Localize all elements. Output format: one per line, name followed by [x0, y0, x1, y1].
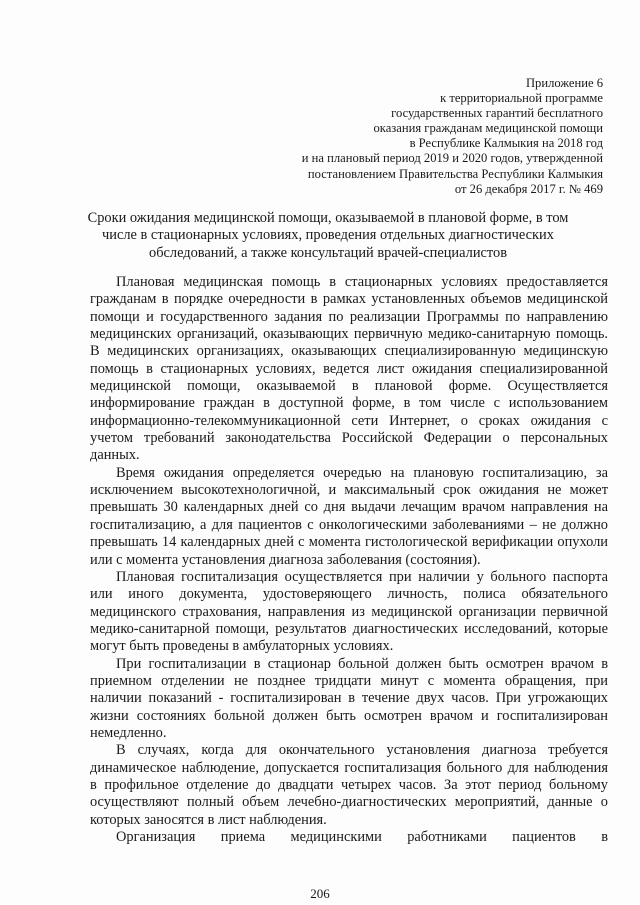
- appendix-line: государственных гарантий бесплатного: [391, 106, 603, 121]
- paragraph: Плановая медицинская помощь в стационарных условиях предоставляется гражданам в порядке очередности в рамках установленных объемов медицинской помощи и государственного задания по реализации Программы по направлению медицинских организаций, оказывающих первичную медико-санитарную помощь. В медицинских организациях, оказывающих специализированную медицинскую помощь в стационарных условиях, ведется лист ожидания специализированной медицинской помощи, оказываемой в плановой форме. Осуществляется информирование граждан в доступной форме, в том числе с использованием информационно-телекоммуникационной сети Интернет, о сроках ожидания с учетом требований законодательства Российской Федерации о персональных данных.: [90, 274, 608, 464]
- appendix-line: Приложение 6: [525, 76, 603, 90]
- appendix-line: к территориальной программе: [440, 91, 603, 106]
- paragraph: В случаях, когда для окончательного установления диагноза требуется динамическое наблюдение, допускается госпитализация больного для наблюдения в профильное отделение до двадцати четырех часов. За этот период больному осуществляют полный объем лечебно-диагностических мероприятий, данные о которых заносятся в лист наблюдения.: [90, 742, 608, 828]
- document-body: [90, 274, 608, 846]
- paragraph: При госпитализации в стационар больной должен быть осмотрен врачом в приемном отделении не позднее тридцати минут с момента обращения, при наличии показаний - госпитализирован в течение двух часов. При угрожающих жизни состояниях больной должен быть осмотрен врачом и госпитализирован немедленно.: [90, 655, 608, 741]
- appendix-line: от 26 декабря 2017 г. № 469: [454, 181, 603, 196]
- appendix-header: [263, 76, 603, 197]
- paragraph: Время ожидания определяется очередью на плановую госпитализацию, за исключением высокотехнологичной, и максимальный срок ожидания не может превышать 30 календарных дней со дня выдачи лечащим врачом направления на госпитализацию, а для пациентов с онкологическими заболеваниями – не должно превышать 14 календарных дней с момента гистологической верификации опухоли или с момента установления диагноза заболевания (состояния).: [90, 464, 608, 568]
- appendix-line: в Республике Калмыкия на 2018 год: [409, 136, 603, 151]
- appendix-line: оказания гражданам медицинской помощи: [373, 121, 603, 136]
- paragraph: Плановая госпитализация осуществляется при наличии у больного паспорта или иного документа, удостоверяющего личность, полиса обязательного медицинского страхования, направления из медицинской организации первичной медико-санитарной помощи, результатов диагностических исследований, которые могут быть проведены в амбулаторных условиях.: [90, 568, 608, 655]
- appendix-line: и на плановый период 2019 и 2020 годов, утвержденной: [301, 151, 603, 166]
- document-title: Сроки ожидания медицинской помощи, оказываемой в плановой форме, в том числе в стационарных условиях, проведения отдельных диагностических обследований, а также консультаций врачей-специалистов: [87, 210, 569, 261]
- paragraph: Организация приема медицинскими работниками пациентов в: [116, 829, 608, 845]
- page-number: 206: [310, 886, 330, 901]
- appendix-line: постановлением Правительства Республики Калмыкия: [307, 166, 603, 181]
